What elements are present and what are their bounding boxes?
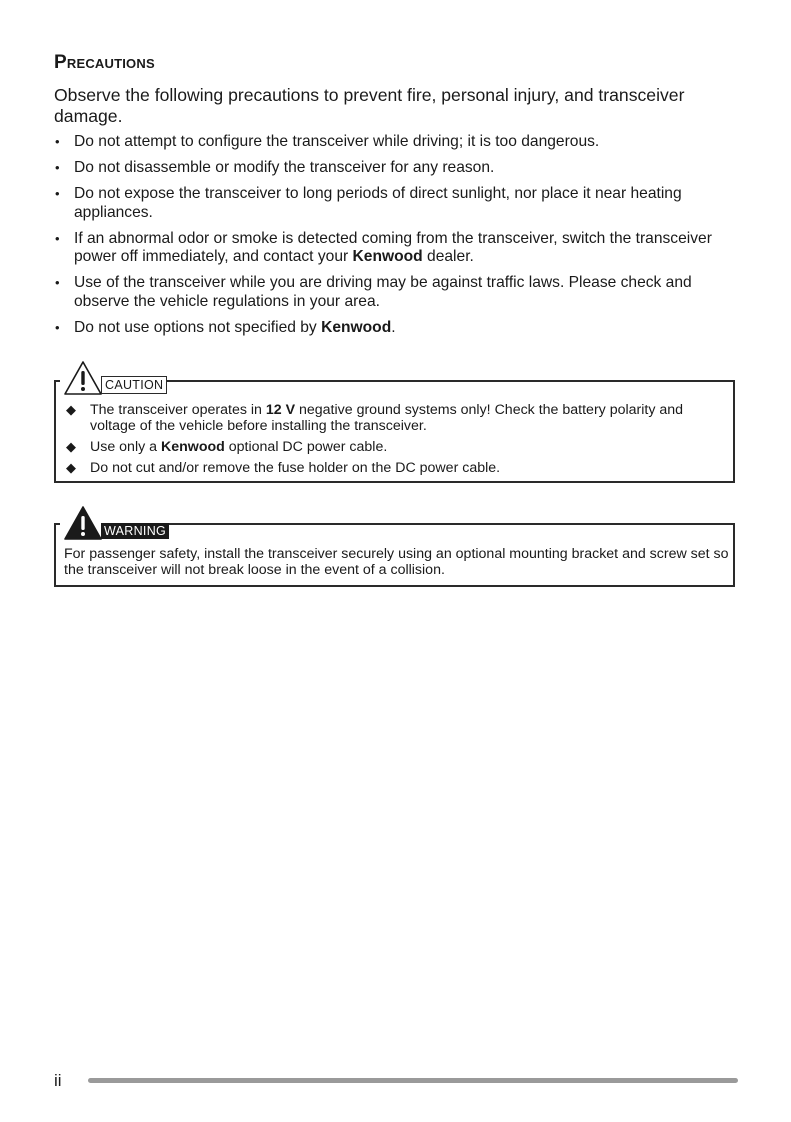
caution-list (64, 402, 729, 481)
page-number: ii (54, 1071, 62, 1090)
bullet-dot-icon: • (55, 160, 60, 175)
warning-label: WARNING (101, 523, 169, 539)
precautions-list (54, 133, 744, 345)
warning-tag (63, 505, 169, 541)
section-heading: Precautions (54, 52, 155, 73)
brand-name: Kenwood (352, 248, 423, 265)
footer-divider (88, 1078, 738, 1083)
list-item: • Do not use options not specified by Kenwood. (55, 318, 396, 336)
warning-triangle-filled-icon (63, 505, 103, 541)
caution-label: CAUTION (101, 376, 167, 394)
list-item: ◆ Do not cut and/or remove the fuse holder on the DC power cable. (66, 460, 501, 476)
intro-paragraph: Observe the following precautions to prevent fire, personal injury, and transceiver damage. (54, 85, 685, 126)
list-item: • Do not expose the transceiver to long periods of direct sunlight, nor place it near heating appliances. (55, 185, 682, 221)
bullet-dot-icon: • (55, 186, 60, 201)
list-item: ◆ The transceiver operates in 12 V negative ground systems only! Check the battery polarity and voltage of the vehicle before installing the transceiver. (66, 402, 684, 434)
list-item: • Use of the transceiver while you are driving may be against traffic laws. Please check and observe the vehicle regulations in your area. (55, 274, 692, 310)
diamond-bullet-icon: ◆ (66, 402, 76, 417)
diamond-bullet-icon: ◆ (66, 439, 76, 454)
list-item: • Do not attempt to configure the transceiver while driving; it is too dangerous. (55, 133, 600, 150)
list-item: ◆ Use only a Kenwood optional DC power cable. (66, 439, 388, 455)
brand-name: Kenwood (321, 318, 392, 336)
bullet-dot-icon: • (55, 319, 60, 335)
warning-triangle-outline-icon (63, 360, 103, 396)
bullet-dot-icon: • (55, 275, 60, 290)
list-item: • If an abnormal odor or smoke is detected coming from the transceiver, switch the transceiver power off immediately, and contact your Kenwood dealer. (55, 229, 712, 265)
warning-text: For passenger safety, install the transceiver securely using an optional mounting bracket and screw set so the transceiver will not break loose in the event of a collision. (64, 546, 729, 578)
list-item: • Do not disassemble or modify the transceiver for any reason. (55, 159, 495, 176)
bullet-dot-icon: • (55, 134, 60, 149)
caution-tag (63, 360, 167, 396)
diamond-bullet-icon: ◆ (66, 460, 76, 475)
bullet-dot-icon: • (55, 230, 60, 246)
